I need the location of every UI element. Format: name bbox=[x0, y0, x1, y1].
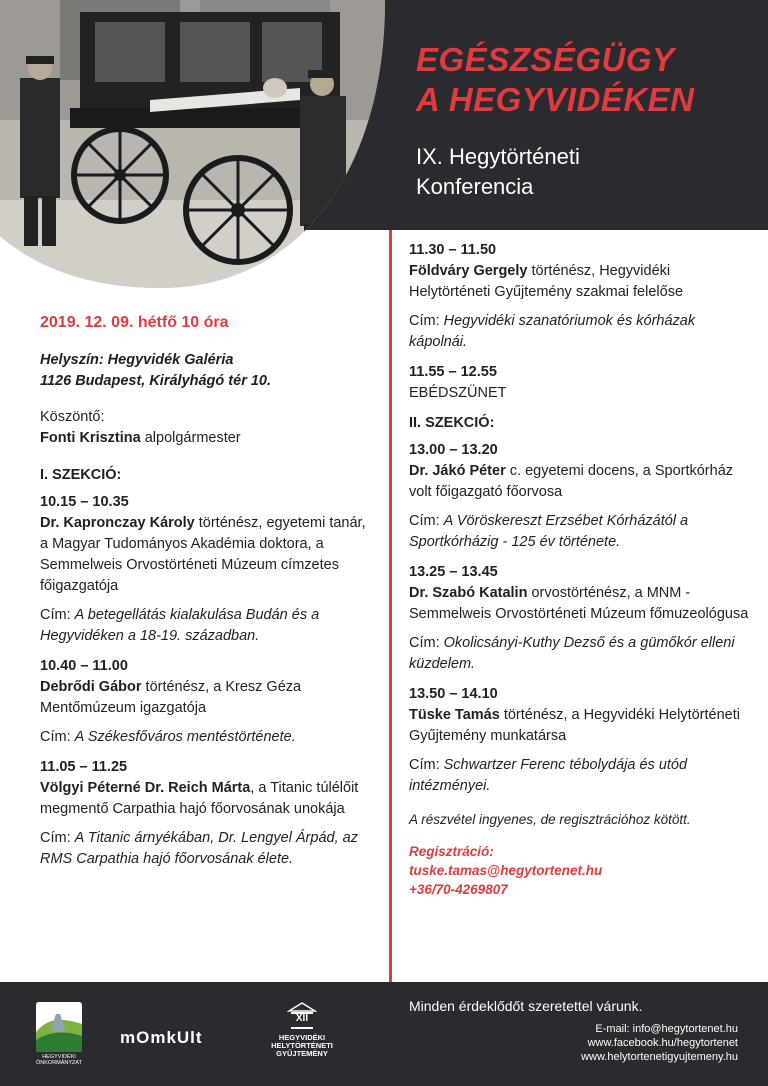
talk-item bbox=[40, 492, 375, 647]
greeting-role: alpolgármester bbox=[140, 430, 241, 446]
talk-title-text: A betegellátás kialakulása Budán és a Hegyvidéken a 18-19. században. bbox=[40, 607, 320, 644]
helytorteneti-gyujtemeny-logo bbox=[262, 1002, 342, 1058]
greeting-name: Fonti Krisztina bbox=[40, 430, 141, 446]
speaker-name: Dr. Szabó Katalin bbox=[409, 585, 528, 601]
talk-title-text: Hegyvidéki szanatóriumok és kórházak kápolnái. bbox=[409, 313, 696, 350]
talk-time: 13.50 – 14.10 bbox=[409, 686, 498, 702]
registration-email[interactable]: tuske.tamas@hegytortenet.hu bbox=[409, 863, 603, 878]
talk-speaker bbox=[40, 677, 375, 719]
event-date: 2019. 12. 09. hétfő 10 óra bbox=[40, 314, 229, 331]
talk-title-label: Cím: bbox=[409, 757, 444, 773]
section-1-heading: I. SZEKCIÓ: bbox=[40, 467, 122, 483]
conference-subtitle bbox=[416, 142, 756, 202]
registration-label: Regisztráció: bbox=[409, 844, 494, 859]
right-column bbox=[409, 240, 754, 899]
talk-title-label: Cím: bbox=[409, 635, 444, 651]
talk-item bbox=[409, 562, 754, 675]
speaker-name: Dr. Kapronczay Károly bbox=[40, 515, 195, 531]
historic-ambulance-photo bbox=[0, 0, 390, 292]
momkult-logo: mOmkUlt bbox=[120, 1028, 203, 1047]
break-time: 11.55 – 12.55 bbox=[409, 364, 497, 380]
logo1-line-2: ÖNKORMÁNYZAT bbox=[36, 1060, 83, 1066]
speaker-name: Völgyi Péterné Dr. Reich Márta bbox=[40, 780, 251, 796]
talk-title-text: Okolicsányi-Kuthy Dezső és a gümőkór elleni küzdelem. bbox=[409, 635, 735, 672]
speaker-name: Dr. Jákó Péter bbox=[409, 463, 506, 479]
section-2-heading: II. SZEKCIÓ: bbox=[409, 415, 495, 431]
footer bbox=[0, 982, 768, 1086]
subtitle-line-2: Konferencia bbox=[416, 174, 534, 199]
talk-speaker bbox=[409, 705, 754, 747]
speaker-name: Tüske Tamás bbox=[409, 707, 500, 723]
logo3-numeral: XII bbox=[295, 1013, 309, 1024]
contact-facebook[interactable]: www.facebook.hu/hegytortenet bbox=[587, 1037, 738, 1049]
logo3-line-2: HELYTÖRTÉNETI bbox=[271, 1041, 333, 1050]
talk-title-text: A Székesfőváros mentéstörténete. bbox=[74, 729, 296, 745]
talk-title-text: A Vöröskereszt Erzsébet Kórházától a Sportkórházig - 125 év története. bbox=[409, 513, 689, 550]
talk-speaker bbox=[40, 513, 375, 597]
talk-item bbox=[409, 684, 754, 797]
talk-title-label: Cím: bbox=[409, 313, 444, 329]
talk-title bbox=[40, 828, 375, 870]
greeting bbox=[40, 407, 375, 449]
hill-icon bbox=[36, 1002, 82, 1052]
hegyvidek-logo bbox=[36, 1002, 86, 1068]
talk-title bbox=[409, 311, 754, 353]
break-label: EBÉDSZÜNET bbox=[409, 385, 507, 401]
talk-title bbox=[40, 727, 375, 748]
lunch-break bbox=[409, 362, 754, 404]
logo3-line-3: GYŰJTEMÉNY bbox=[276, 1049, 328, 1058]
logo3-text bbox=[262, 1034, 342, 1058]
talk-title-label: Cím: bbox=[40, 607, 75, 623]
talk-speaker bbox=[409, 261, 754, 303]
talk-title bbox=[409, 511, 754, 553]
subtitle-line-1: IX. Hegytörténeti bbox=[416, 144, 580, 169]
speaker-role: történész, egyetemi tanár, a Magyar Tudományos Akadémia doktora, a Semmelweis Orvostörténeti Múzeum címzetes főigazgatója bbox=[40, 515, 366, 594]
title-line-1: EGÉSZSÉGÜGY bbox=[416, 41, 675, 78]
event-venue bbox=[40, 350, 375, 392]
contact-info bbox=[581, 1022, 738, 1064]
logo3-line-1: HEGYVIDÉKI bbox=[278, 1033, 326, 1042]
talk-speaker bbox=[409, 461, 754, 503]
talk-speaker bbox=[40, 778, 375, 820]
speaker-name: Debrődi Gábor bbox=[40, 679, 142, 695]
footer-message: Minden érdeklődőt szeretettel várunk. bbox=[409, 998, 643, 1014]
title-line-2: A HEGYVIDÉKEN bbox=[416, 81, 695, 118]
column-divider bbox=[389, 230, 392, 982]
greeting-label: Köszöntő: bbox=[40, 409, 105, 425]
talk-title-text: Schwartzer Ferenc tébolydája és utód intézményei. bbox=[409, 757, 688, 794]
venue-line-1: Helyszín: Hegyvidék Galéria bbox=[40, 352, 234, 368]
talk-title-label: Cím: bbox=[40, 729, 75, 745]
talk-time: 13.00 – 13.20 bbox=[409, 442, 498, 458]
greeting-speaker bbox=[40, 428, 375, 449]
conference-title bbox=[416, 40, 756, 120]
talk-title-text: A Titanic árnyékában, Dr. Lengyel Árpád, az RMS Carpathia hajó főorvosának élete. bbox=[40, 830, 358, 867]
speaker-role: c. egyetemi docens, a Sportkórház volt főigazgató főorvosa bbox=[409, 463, 734, 500]
contact-email[interactable]: E-mail: info@hegytortenet.hu bbox=[595, 1023, 738, 1035]
speaker-role: orvostörténész, a MNM - Semmelweis Orvostörténeti Múzeum főmuzeológusa bbox=[409, 585, 749, 622]
talk-title bbox=[40, 605, 375, 647]
talk-time: 11.30 – 11.50 bbox=[409, 242, 497, 258]
participation-note: A részvétel ingyenes, de regisztrációhoz kötött. bbox=[409, 812, 691, 827]
talk-title bbox=[409, 633, 754, 675]
talk-title-label: Cím: bbox=[40, 830, 75, 846]
talk-item bbox=[40, 757, 375, 870]
speaker-role: történész, a Hegyvidéki Helytörténeti Gyűjtemény munkatársa bbox=[409, 707, 740, 744]
talk-time: 13.25 – 13.45 bbox=[409, 564, 498, 580]
talk-time: 11.05 – 11.25 bbox=[40, 759, 128, 775]
talk-title bbox=[409, 755, 754, 797]
venue-line-2: 1126 Budapest, Királyhágó tér 10. bbox=[40, 373, 272, 389]
logo1-line-1: HEGYVIDÉKI bbox=[42, 1054, 76, 1060]
contact-website[interactable]: www.helytortenetigyujtemeny.hu bbox=[581, 1051, 738, 1063]
speaker-name: Földváry Gergely bbox=[409, 263, 528, 279]
registration-phone[interactable]: +36/70-4269807 bbox=[409, 882, 508, 897]
speaker-role: történész, Hegyvidéki Helytörténeti Gyűjtemény szakmai felelőse bbox=[409, 263, 684, 300]
talk-title-label: Cím: bbox=[409, 513, 444, 529]
talk-time: 10.15 – 10.35 bbox=[40, 494, 129, 510]
talk-item bbox=[40, 656, 375, 748]
talk-item bbox=[409, 240, 754, 353]
talk-item bbox=[409, 440, 754, 553]
registration-block bbox=[409, 842, 754, 899]
left-column bbox=[40, 312, 375, 879]
speaker-role: történész, a Kresz Géza Mentőmúzeum igazgatója bbox=[40, 679, 302, 716]
hegyvidek-logo-text bbox=[36, 1054, 82, 1066]
talk-speaker bbox=[409, 583, 754, 625]
talk-time: 10.40 – 11.00 bbox=[40, 658, 128, 674]
speaker-role: , a Titanic túlélőit megmentő Carpathia hajó főorvosának unokája bbox=[40, 780, 359, 817]
